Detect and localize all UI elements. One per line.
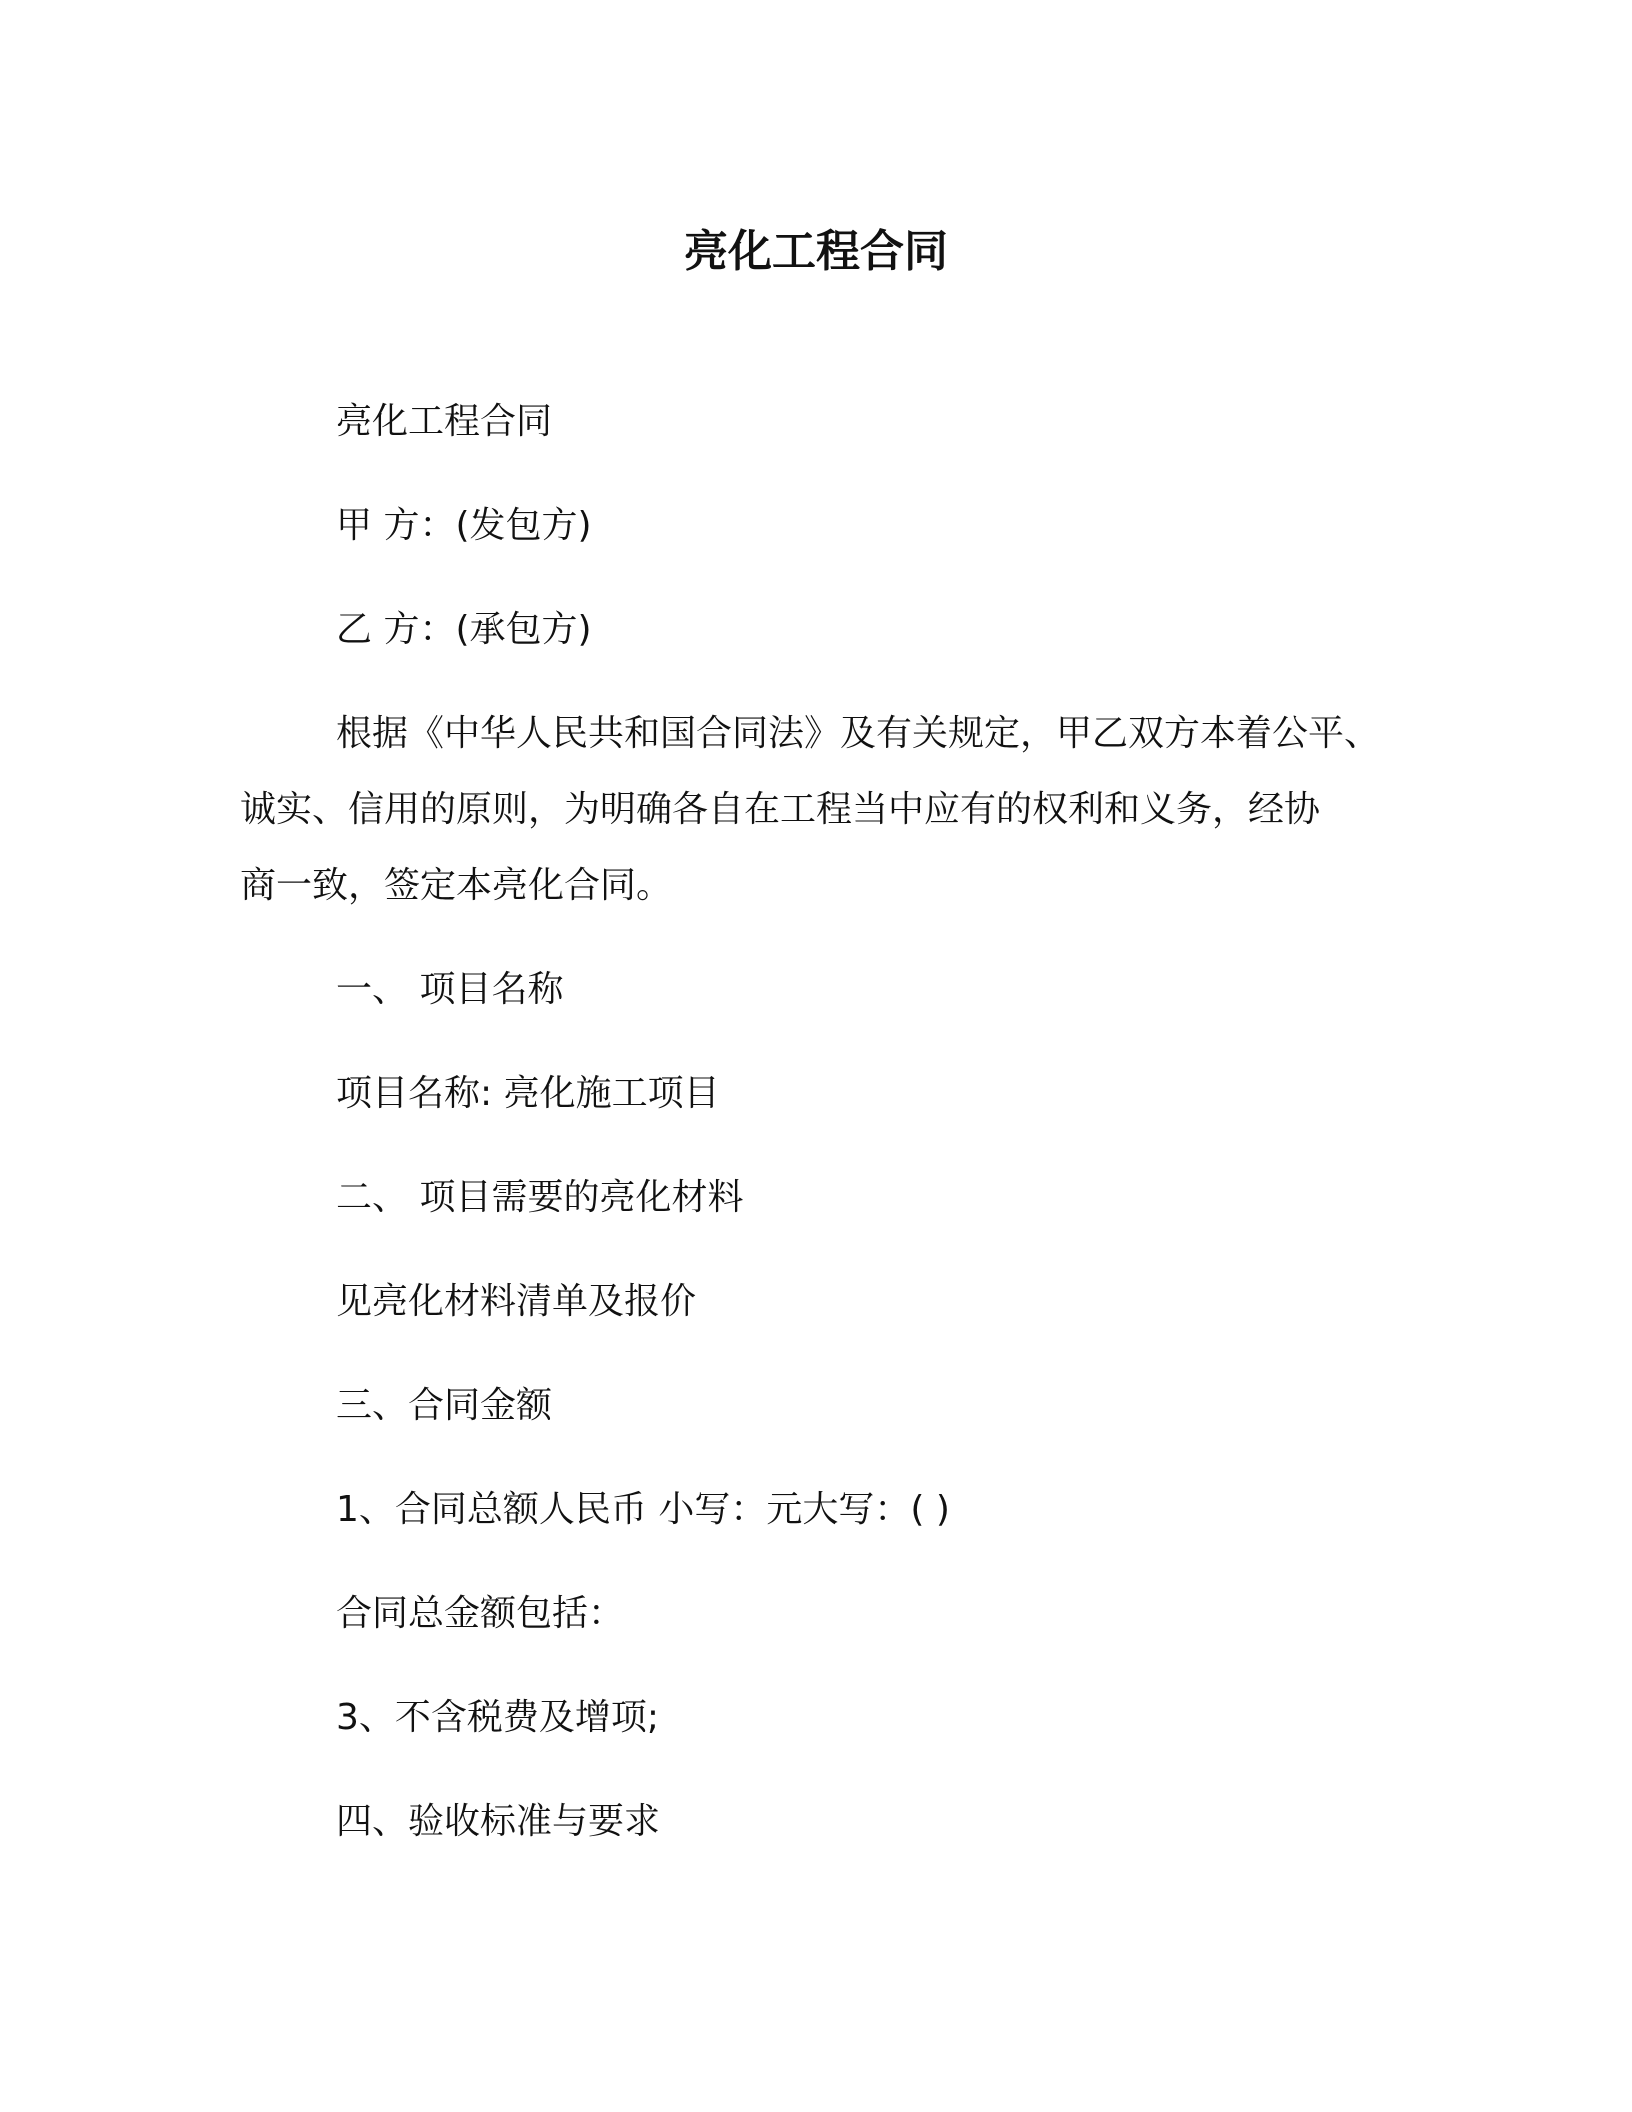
intro-line-3: 商一致，签定本亮化合同。: [240, 865, 673, 906]
amount-clause: 1、合同总额人民币 小写：元大写：( ): [336, 1489, 950, 1530]
section-1-title: 一、 项目名称: [336, 969, 564, 1010]
party-b-line: 乙 方：(承包方): [336, 609, 592, 650]
intro-line-2: 诚实、信用的原则，为明确各自在工程当中应有的权利和义务，经协: [240, 789, 1321, 830]
section-4-title: 四、验收标准与要求: [336, 1801, 661, 1842]
materials-note: 见亮化材料清单及报价: [336, 1281, 697, 1322]
contract-heading: 亮化工程合同: [336, 401, 553, 442]
clause-3: 3、不含税费及增项;: [336, 1697, 660, 1738]
document-title: 亮化工程合同: [684, 226, 948, 277]
party-a-line: 甲 方：(发包方): [336, 505, 592, 546]
amount-includes: 合同总金额包括：: [336, 1593, 625, 1634]
section-2-title: 二、 项目需要的亮化材料: [336, 1177, 744, 1218]
project-name-line: 项目名称: 亮化施工项目: [336, 1073, 720, 1114]
section-3-title: 三、合同金额: [336, 1385, 553, 1426]
intro-line-1: 根据《中华人民共和国合同法》及有关规定，甲乙双方本着公平、: [336, 713, 1381, 754]
